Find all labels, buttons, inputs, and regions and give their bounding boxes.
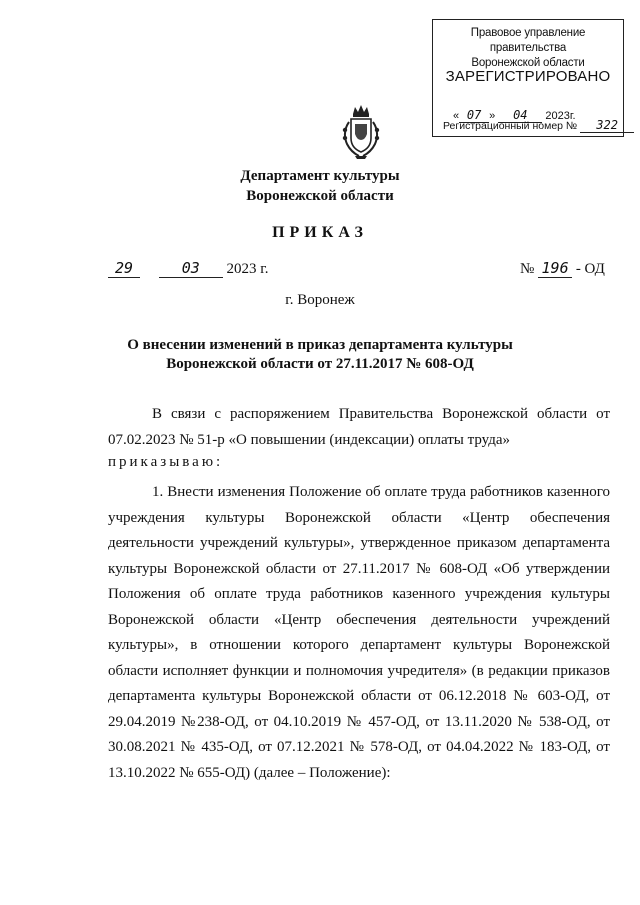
registration-stamp [432, 19, 624, 137]
order-date-year: 2023 г. [226, 261, 269, 277]
order-number [520, 259, 605, 278]
stamp-status: ЗАРЕГИСТРИРОВАНО [445, 68, 611, 85]
stamp-date: « 07 » 04 2023г. [453, 108, 576, 122]
stamp-reg-number: 322 [580, 118, 634, 133]
preamble-paragraph [108, 402, 610, 453]
order-date [108, 259, 268, 278]
stamp-org-line1: Правовое управление правительства [470, 27, 586, 54]
order-number-value: 196 [538, 259, 572, 278]
order-date-day: 29 [108, 259, 140, 278]
stamp-year: 2023г. [545, 110, 576, 122]
order-title: ПРИКАЗ [272, 224, 368, 241]
stamp-day: 07 [459, 108, 489, 123]
subject-line1: О внесении изменений в приказ департамента культуры [127, 337, 513, 353]
orders-word: приказываю: [108, 454, 224, 470]
subject-line2: Воронежской области от 27.11.2017 № 608-ОД [166, 356, 474, 372]
item1-paragraph [108, 480, 610, 786]
city: г. Воронеж [285, 292, 355, 308]
stamp-organization [433, 26, 623, 71]
department-line1: Департамент культуры [240, 168, 400, 184]
preamble-text: В связи с распоряжением Правительства Воронежской области от 07.02.2023 № 51-р «О повышении (индексации) оплаты труда» [108, 406, 610, 448]
stamp-org-line2: Воронежской области [471, 57, 585, 69]
department-name [0, 166, 640, 206]
item1-text: 1. Внести изменения Положение об оплате труда работников казенного учреждения культуры Воронежской области «Центр обеспечения деятельности учреждений культуры», утвержденное приказом департамента культуры Воронежской области от 27.11.2017 № 608-ОД «Об утверждении Положения об оплате труда работников казенного учреждения культуры Воронежской области «Центр обеспечения деятельности учреждений культуры», в отношении которого департамент культуры Воронежской области исполняет функции и полномочия учредителя» (в редакции приказов департамента культуры Воронежской области от 06.12.2018 № 603-ОД, от 29.04.2019 №238-ОД, от 04.10.2019 № 457-ОД, от 13.11.2020 № 538-ОД, от 30.08.2021 № 435-ОД, от 07.12.2021 № 578-ОД, от 04.04.2022 № 183-ОД, от 13.10.2022 № 655-ОД) (далее – Положение): [108, 484, 610, 781]
department-line2: Воронежской области [246, 188, 394, 204]
stamp-month: 04 [498, 108, 542, 123]
order-date-month: 03 [159, 259, 223, 278]
stamp-registration [443, 118, 634, 133]
coat-of-arms-emblem [339, 104, 383, 160]
order-number-prefix: № [520, 261, 535, 277]
order-subject [0, 336, 640, 374]
stamp-reg-label: Регистрационный номер № [443, 120, 578, 132]
order-number-suffix: - ОД [575, 261, 605, 277]
